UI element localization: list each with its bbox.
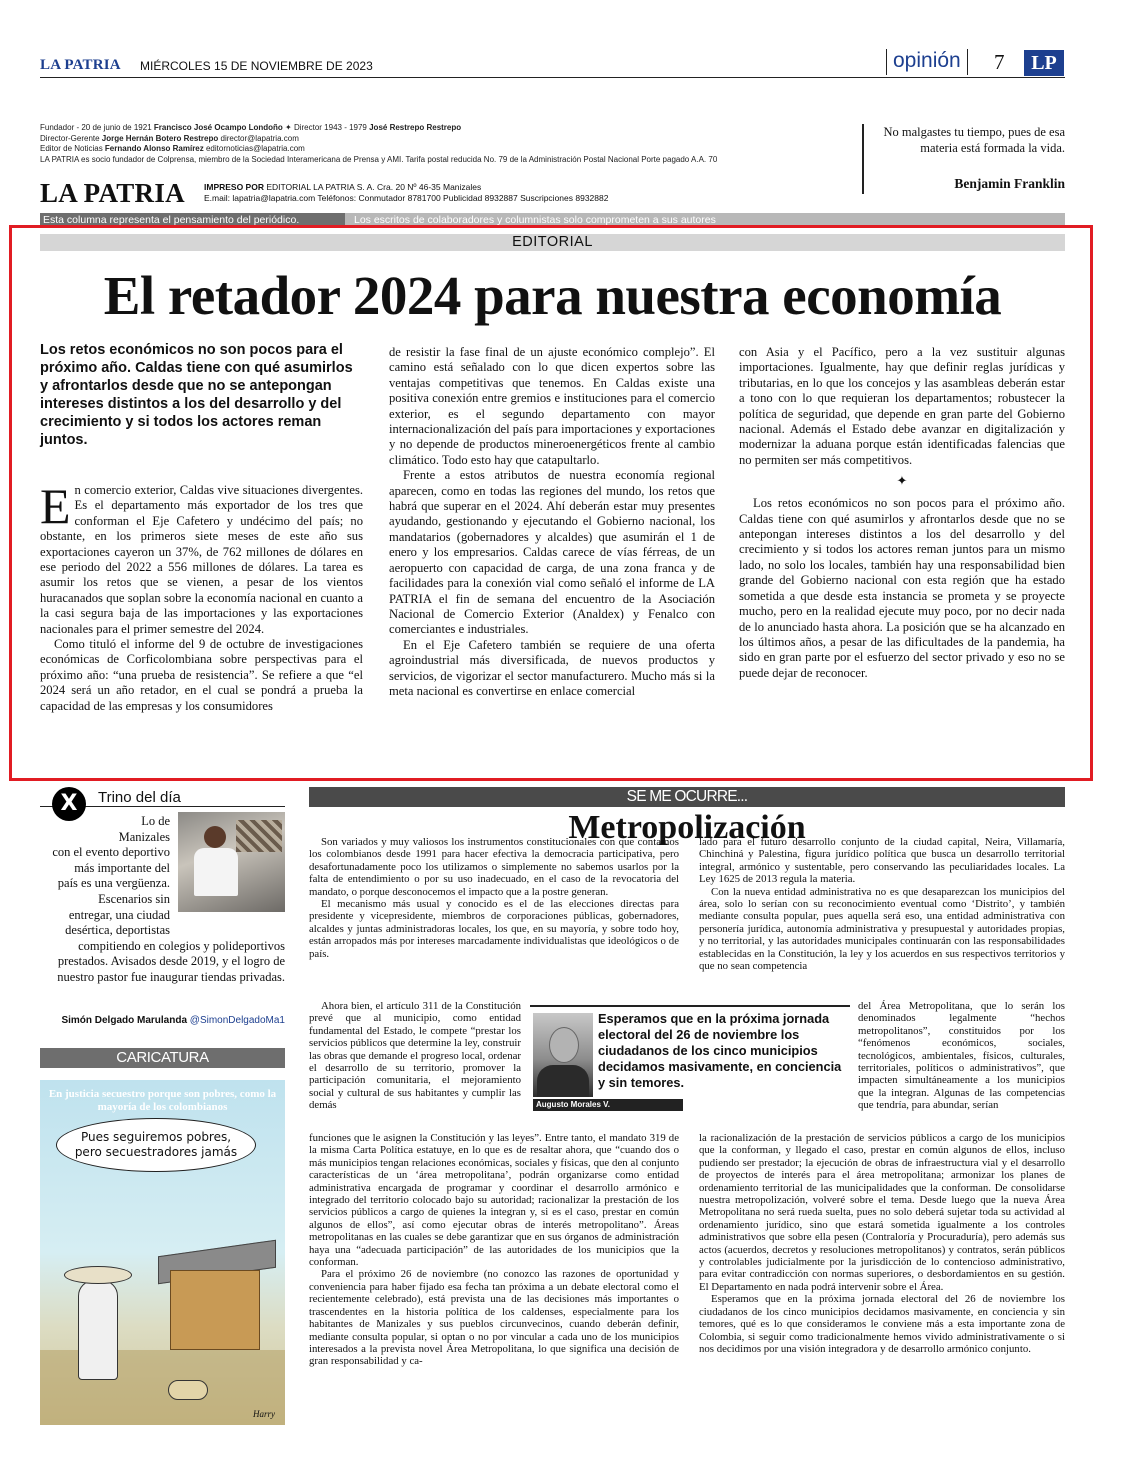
header-date: MIÉRCOLES 15 DE NOVIEMBRE DE 2023	[140, 59, 373, 73]
credits-line	[40, 123, 820, 134]
column-paragraph: Para el próximo 26 de noviembre (no conozco las razones de oportunidad y conveniencia para haber fijado esa fecha tan próxima a un debate electoral como el recientemente celebrado), está prevista una de las decisiones más importantes o trascendentes en la historia política de los caldenses, especialmente para los habitantes de Manizales y sus pueblos circunvecinos, cuando deberán definir, mediante consulta popular, si optan o no por vincular a cada uno de los municipios interesados a la prevista novel Área Metropolitana, lo que significa una decisión de gran responsabilidad y ca-	[309, 1268, 679, 1368]
editorial-label: EDITORIAL	[40, 234, 1065, 251]
editorial-column-2	[389, 345, 715, 699]
caricatura-caption: En justicia secuestro porque son pobres, como la mayoría de los colombianos	[48, 1088, 277, 1113]
editorial-intro: Los retos económicos no son pocos para el próximo año. Caldas tiene con qué asumirlos y afrontarlos desde que no se antepongan intereses distintos a los del desarrollo y del crecimiento y si todos los actores reman juntos.	[40, 342, 353, 448]
disclaimer-columnists: Los escritos de colaboradores y columnistas solo comprometen a sus autores	[354, 214, 716, 226]
editorial-paragraph: Frente a estos atributos de nuestra economía regional aparecen, como en todas las regiones del mundo, los retos que habrá que superar en el 2024. Ahí deberán estar muy presentes ayudando, gestionando y ejecutando el Gobierno nacional, los mandatarios (gobernadores y alcaldes) que asumirán el 1 de enero y los empresarios. Caldas carece de vías férreas, de un aeropuerto con capacidad de carga, de una zona franca y de facilidades para la conexión vial como señaló el informe de LA PATRIA el fin de semana del encuentro de la Asociación Nacional de Comercio Exterior (Analdex) y Fenalco con comerciantes e industriales.	[389, 468, 715, 637]
credits-text: Editor de Noticias	[40, 144, 105, 153]
pull-quote-text: Esperamos que en la próxima jornada electoral del 26 de noviembre los ciudadanos de los cinco municipios decidamos masivamente, en conciencia y sin temores.	[598, 1011, 842, 1090]
caricatura-image	[40, 1080, 285, 1425]
editorial-headline: El retador 2024 para nuestra economía	[103, 265, 1002, 326]
masthead-logo: LA PATRIA	[40, 178, 185, 208]
column-paragraph: del Área Metropolitana, que lo serán los denominados legalmente “hechos metropolitanos”, constituidos por los “fenómenos económicos, sociales, tecnológicos, ambientales, físicos, culturales, territoriales, políticos o administrativos”, que impacten simultáneamente a los municipios que la integran. Algunas de las competencias que tendría, para abundar, serían	[858, 1000, 1065, 1112]
trino-line: país es una vergüenza.	[57, 876, 170, 891]
column-author: Augusto Morales V.	[533, 1099, 683, 1111]
column-title: Metropolización	[568, 809, 806, 846]
lp-badge: LP	[1024, 50, 1064, 76]
column-paragraph: Ahora bien, el artículo 311 de la Constitución prevé que al municipio, como entidad fundamental del Estado, le compete “prestar los servicios públicos que determine la ley, construir las obras que demande el progreso local, ordenar el desarrollo de su territorio, promover la participación comunitaria, el mejoramiento social y cultural de sus habitantes y cumplir las demás	[309, 1000, 521, 1112]
cartoon-hat	[64, 1266, 132, 1284]
trino-line: más importante del	[74, 860, 170, 875]
quote-box	[862, 124, 1065, 194]
printer-address: EDITORIAL LA PATRIA S. A. Cra. 20 Nº 46-35 Manizales	[263, 182, 482, 192]
editorial-paragraph	[40, 478, 363, 637]
author-photo	[533, 1013, 593, 1097]
manager-name: Jorge Hernán Botero Restrepo	[101, 133, 219, 143]
trino-line: Escenarios sin	[98, 891, 170, 906]
credits-line	[40, 134, 820, 145]
caricatura-label: CARICATURA	[40, 1048, 285, 1068]
trino-handle: @SimonDelgadoMa1	[189, 1015, 285, 1026]
author-body	[537, 1065, 589, 1097]
cartoon-hut	[170, 1270, 260, 1350]
paragraph-text: n comercio exterior, Caldas vive situaciones divergentes. Es el departamento más exportador de los tres que conforman el Eje Cafetero y undécimo del país; no obstante, en los primeros siete meses de este año sus exportaciones cayeron un 37%, de 762 millones de dólares en ese periodo del 2022 a 556 millones de dólares. La tarea es asumir los retos que se vienen, a pesar de los vientos huracanados que soplan sobre la economía nacional en cuanto a la casi segura baja de las importaciones y las exportaciones nacionales para el primer semestre del 2024.	[40, 483, 363, 636]
credits-email: director@lapatria.com	[218, 133, 299, 143]
header-logo: LA PATRIA	[40, 57, 121, 73]
bubble-line: Pues seguiremos pobres,	[80, 1130, 232, 1144]
column-text-left-bottom	[309, 1132, 679, 1368]
column-text-right-bottom	[699, 1132, 1065, 1355]
disclaimer-editorial: Esta columna representa el pensamiento del periódico.	[40, 213, 345, 227]
trino-author-name: Simón Delgado Marulanda	[61, 1015, 188, 1026]
cartoon-dog	[168, 1380, 208, 1400]
printer-label: IMPRESO POR	[204, 182, 264, 192]
staff-credits	[40, 123, 820, 165]
editorial-paragraph: Como tituló el informe del 9 de octubre de investigaciones económicas de Corficolombiana sobre perspectivas para el próximo año: “una prueba de resistencia”. Se refiere a que “el 2024 será un año retador, en el cual se pondrá a prueba la capacidad de las empresas y los consumidores	[40, 637, 363, 713]
drop-cap: E	[40, 478, 71, 534]
credits-text: ✦ Director 1943 - 1979	[282, 123, 370, 132]
credits-text: Director-Gerente	[40, 133, 102, 143]
author-face	[549, 1027, 579, 1063]
pull-quote	[530, 1005, 850, 1110]
quote-text: No malgastes tu tiempo, pues de esa materia está formada la vida.	[883, 125, 1065, 155]
contact-line: E.mail: lapatria@lapatria.com Teléfonos: Conmutador 8781700 Publicidad 8932887 Suscripciones 8932882	[204, 193, 609, 203]
director-name: José Restrepo Restrepo	[369, 123, 462, 132]
column-paragraph: El mecanismo más usual y conocido es el de las elecciones directas para presidente y vicepresidente, miembros de corporaciones públicas, gobernadores, alcaldes y juntas administradoras locales, los que, en su mayoría, y sobre todo hoy, están arropados más por intereses marcadamente individualistas que ideológicos o de país.	[309, 898, 679, 960]
column-paragraph: la racionalización de la prestación de servicios públicos a cargo de los municipios que la conforman, y llegado el caso, prestar en común algunos de ellos, incluso pudiendo ser prestador; la ejecución de obras de infraestructura vial y el desarrollo de proyectos de interés para el área metropolitana; armonizar los planes de ordenamiento territorial de las municipalidades que la conforman. De consolidarse nuestra metropolización, volveré sobre el tema. Desde luego que la nueva Área Metropolitana no será rueda suelta, pues no solo deberá sujetar toda su actividad al ordenamiento jurídico, sino que estará sometida igualmente a los controles administrativos que sobre ella pesen (Contraloría y Procuraduría), pero además sus actos (acuerdos, decretos y resoluciones metropolitanos) y contratos, serán públicos y controlables judicialmente por la jurisdicción de lo contencioso administrativo, para evitar contradicción con normas superiores, o desbordamientos en su gestión. El Departamento en nada podrá intervenir sobre el Área.	[699, 1132, 1065, 1293]
column-paragraph: Son variados y muy valiosos los instrumentos constitucionales con que contamos los colombianos desde 1991 para hacer efectiva la democracia participativa, pero desafortunadamente poco los utilizamos o simplemente no sabemos usarlos por la falta de entendimiento o por su uso inadecuado, en el caso de la revocatoria del mandato, o porque desconocemos el impacto que a la postre generan.	[309, 836, 679, 898]
credits-line: LA PATRIA es socio fundador de Colprensa, miembro de la Sociedad Interamericana de Prensa y AMI. Tarifa postal reducida No. 79 de la Administración Postal Nacional Porte pagado A.A. 70	[40, 154, 718, 164]
editorial-paragraph: con Asia y el Pacífico, pero a la vez sustituir algunas importaciones. Igualmente, hay que definir reglas jurídicas y tributarias, en lo que los concejos y las asambleas deberán estar a tono con lo que requieran los departamentos; robustecer la política de seguridad, que depende en gran parte del Gobierno nacional. Además el Estado debe avanzar en digitalización y modernizar la aduana porque están identificadas falencias que no permiten ser más competitivos.	[739, 345, 1065, 467]
trino-line: desértica, deportistas	[65, 923, 170, 938]
printer-info	[204, 182, 608, 204]
trino-text	[40, 814, 285, 986]
cartoon-ground	[40, 1350, 285, 1425]
credits-line	[40, 144, 820, 155]
column-section-label: SE ME OCURRE...	[309, 787, 1065, 807]
cartoon-man	[78, 1280, 118, 1380]
column-text-left-middle	[309, 1000, 521, 1112]
bubble-line: pero secuestradores jamás	[74, 1145, 238, 1159]
printer-line	[204, 182, 608, 193]
trino-line: Lo de	[141, 814, 170, 828]
trino-author	[40, 1015, 285, 1026]
diamond-separator-icon: ✦	[896, 473, 908, 489]
editorial-column-1	[40, 478, 363, 714]
column-text-right-top	[699, 836, 1065, 972]
editorial-column-3	[739, 345, 1065, 681]
editorial-paragraph: En el Eje Cafetero también se requiere de una oferta agroindustrial más diversificada, de nuevos productos y servicios, de vigorizar el sector manufacturero. Mucho más si la meta nacional es convertirse en enlace comercial	[389, 637, 715, 698]
column-text-right-middle	[858, 1000, 1065, 1112]
trino-line: compitiendo en colegios y polideportivos prestados. Avisados desde 2019, y el logro de nuestro pastor fue inaugurar tiendas privadas.	[57, 938, 285, 984]
column-paragraph: funciones que le asignen la Constitución y las leyes”. Entre tanto, el mandato 319 de la misma Carta Política estatuye, en lo que es de resaltar ahora, que “cuando dos o más municipios tengan relaciones económicas, sociales y físicas, que den al conjunto características de un ‘área metropolitana’, podrán organizarse como entidad administrativa encargada de programar y coordinar el desarrollo armónico e integrado del territorio colocado bajo su autoridad; racionalizar la prestación de los servicios públicos a cargo de quienes la integran y, si es el caso, prestar en común algunos de ellos”, así como ejecutar obras de interés metropolitano”. Áreas metropolitanas en las cuales se debe garantizar que en sus órganos de administración haya una “adecuada participación” de las autoridades de los municipios que la conforman.	[309, 1132, 679, 1269]
trino-line: Manizales	[118, 829, 170, 844]
editorial-paragraph: Los retos económicos no son pocos para el próximo año. Caldas tiene con qué asumirlos y afrontarlos desde que no se antepongan intereses distintos a los del desarrollo y del crecimiento y si todos los actores reman juntos para un mismo lado, no solo los locales, también hay una responsabilidad bien grande del Gobierno nacional con esta región que ha estado sometida a que desde esta instancia se prometa y se proyecte mucho, pero en la realidad ejecute muy poco, por no decir nada de lo anunciado hasta ahora. La posición que se ha alcanzado en los últimos años, a pesar de las dificultades de la pandemia, ha sido en gran parte por el esfuerzo del sector privado y eso no se puede dejar de reconocer.	[739, 496, 1065, 680]
founder-name: Francisco José Ocampo Londoño	[153, 123, 283, 132]
trino-line: con el evento deportivo	[52, 845, 170, 860]
trino-header	[40, 787, 285, 816]
x-logo-icon: X	[52, 787, 86, 821]
credits-email: editornoticias@lapatria.com	[203, 144, 305, 153]
speech-bubble	[56, 1118, 256, 1172]
column-paragraph: lado para el futuro desarrollo conjunto de la ciudad capital, Neira, Villamaría, Chinchiná y Palestina, figura jurídico política que busca un desarrollo territorial integral, armónico y sustentable, pero conservando las peculiaridades locales. La Ley 1625 de 2013 regula la materia.	[699, 836, 1065, 886]
quote-author: Benjamin Franklin	[954, 176, 1065, 191]
section-name: opinión	[886, 49, 968, 75]
column-paragraph: Con la nueva entidad administrativa no es que desaparezcan los municipios del área, solo lo serían con su reconocimiento eventual como ‘Distrito’, y también mediante consulta popular, pues aquella será eso, una entidad administrativa con personería jurídica, autonomía administrativa y presupuestal y autoridades propias, y no territorial, y las autoridades municipales continuarán con las responsabilidades establecidas en la Constitución, la ley y los acuerdos en sus respectivos territorios y que no sean competencia	[699, 885, 1065, 973]
trino-line: entregar, una ciudad	[68, 907, 170, 922]
credits-text: Fundador - 20 de junio de 1921	[40, 123, 154, 132]
cartoonist-signature: Harry	[253, 1409, 275, 1419]
column-text-left-top	[309, 836, 679, 960]
editorial-paragraph: de resistir la fase final de un ajuste económico complejo”. El camino está señalado con lo que dicen expertos sobre las ventajas competitivas que tenemos. En Caldas existe una positiva conexión entre gremios e instituciones para el comercio exterior, es el segundo departamento con mayor internacionalización del país para importaciones y exportaciones y no depende de productos mineroenergéticos frente al cambio climático. Todo esto hay que catapultarlo.	[389, 345, 715, 467]
editor-name: Fernando Alonso Ramírez	[104, 144, 204, 153]
page-number: 7	[994, 50, 1005, 74]
trino-title: Trino del día	[98, 789, 181, 806]
page-header	[40, 48, 1065, 78]
column-paragraph: Esperamos que en la próxima jornada electoral del 26 de noviembre los ciudadanos de los cinco municipios decidamos masivamente, en conciencia y sin temores, qué es lo que consideramos le conviene más a esta importante zona de Colombia, si seguir como tradicionalmente hemos vivido administrativamente o si nos decidimos por una visión integradora y de desarrollo armónico conjunto.	[699, 1293, 1065, 1355]
